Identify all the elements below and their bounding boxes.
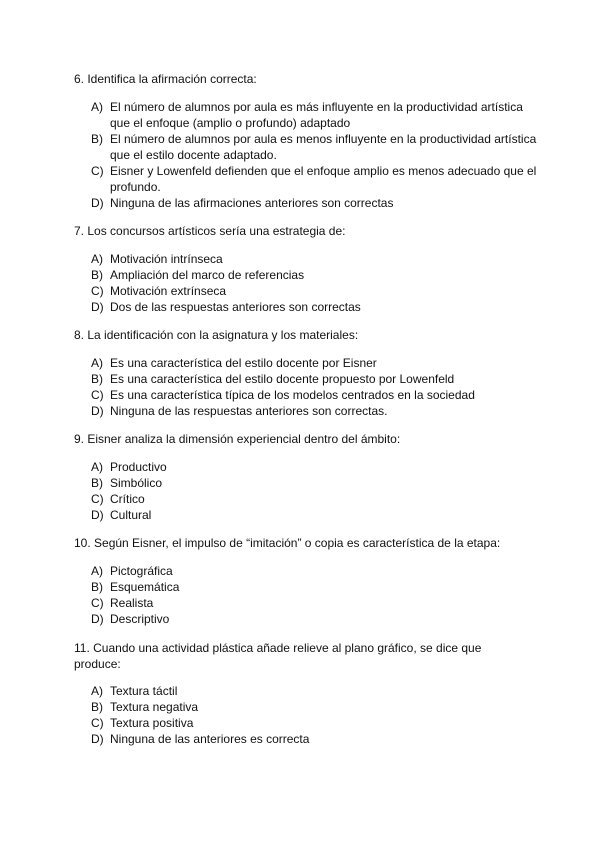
option-letter: D)	[91, 612, 104, 626]
option-letter: C)	[91, 388, 104, 402]
option-text: Cultural	[110, 508, 152, 522]
question-6-option-d	[91, 196, 541, 212]
option-letter: D)	[91, 300, 104, 314]
option-text: Descriptivo	[110, 612, 170, 626]
option-letter: D)	[91, 732, 104, 746]
option-text: Motivación intrínseca	[110, 252, 223, 266]
question-9-option-d	[91, 508, 541, 524]
question-6-option-b	[91, 132, 541, 163]
option-letter: B)	[91, 372, 103, 386]
question-9-option-a	[91, 460, 541, 476]
question-9-option-c	[91, 492, 541, 508]
option-text: Motivación extrínseca	[110, 284, 227, 298]
option-letter: B)	[91, 268, 103, 282]
question-6-title: 6. Identifica la afirmación correcta:	[74, 72, 257, 86]
option-text: Textura táctil	[110, 684, 178, 698]
option-text: Es una característica del estilo docente por Eisner	[110, 356, 377, 370]
option-text: Ampliación del marco de referencias	[110, 268, 305, 282]
option-letter: A)	[91, 100, 103, 114]
option-text: Ninguna de las anteriores es correcta	[110, 732, 310, 746]
question-8-option-c	[91, 388, 541, 404]
option-letter: C)	[91, 716, 104, 730]
question-7-option-d	[91, 300, 541, 316]
option-text: Simbólico	[110, 476, 163, 490]
question-8-option-a	[91, 356, 541, 372]
option-text: Pictográfica	[110, 564, 173, 578]
question-10-option-d	[91, 612, 541, 628]
option-letter: C)	[91, 284, 104, 298]
question-7-option-b	[91, 268, 541, 284]
option-letter: C)	[91, 596, 104, 610]
option-text: Textura negativa	[110, 700, 199, 714]
option-letter: B)	[91, 476, 103, 490]
option-text: Es una característica del estilo docente propuesto por Lowenfeld	[110, 372, 455, 386]
option-letter: A)	[91, 356, 103, 370]
question-7-option-c	[91, 284, 541, 300]
option-letter: C)	[91, 492, 104, 506]
question-8-title: 8. La identificación con la asignatura y los materiales:	[74, 328, 359, 342]
option-text: El número de alumnos por aula es menos influyente en la productividad artística que el estilo docente adaptado.	[110, 132, 537, 162]
option-text: Es una característica típica de los modelos centrados en la sociedad	[110, 388, 475, 402]
question-6-option-c	[91, 164, 541, 195]
option-letter: B)	[91, 580, 103, 594]
option-text: Ninguna de las afirmaciones anteriores son correctas	[110, 196, 394, 210]
option-text: Textura positiva	[110, 716, 194, 730]
option-letter: A)	[91, 252, 103, 266]
question-10-title: 10. Según Eisner, el impulso de “imitación” o copia es característica de la etapa:	[74, 536, 501, 550]
question-9-option-b	[91, 476, 541, 492]
option-text: Crítico	[110, 492, 145, 506]
option-letter: A)	[91, 684, 103, 698]
question-10-option-b	[91, 580, 541, 596]
question-11-option-c	[91, 716, 541, 732]
question-11-option-b	[91, 700, 541, 716]
option-letter: A)	[91, 564, 103, 578]
option-letter: D)	[91, 404, 104, 418]
option-letter: B)	[91, 132, 103, 146]
option-text: Eisner y Lowenfeld defienden que el enfoque amplio es menos adecuado que el profundo.	[110, 164, 537, 194]
question-10-option-c	[91, 596, 541, 612]
question-6-option-a	[91, 100, 541, 131]
option-text: Productivo	[110, 460, 167, 474]
option-letter: A)	[91, 460, 103, 474]
option-text: Dos de las respuestas anteriores son correctas	[110, 300, 361, 314]
question-7-title: 7. Los concursos artísticos sería una estrategia de:	[74, 224, 346, 238]
option-text: El número de alumnos por aula es más influyente en la productividad artística que el enfoque (amplio o profundo) adaptado	[110, 100, 523, 130]
option-text: Ninguna de las respuestas anteriores son correctas.	[110, 404, 388, 418]
question-10-option-a	[91, 564, 541, 580]
question-11-option-a	[91, 684, 541, 700]
question-11-option-d	[91, 732, 541, 748]
option-text: Esquemática	[110, 580, 180, 594]
option-letter: D)	[91, 508, 104, 522]
question-7-option-a	[91, 252, 541, 268]
question-8-option-d	[91, 404, 541, 420]
question-11-title: 11. Cuando una actividad plástica añade relieve al plano gráfico, se dice que produce:	[74, 641, 482, 671]
option-letter: C)	[91, 164, 104, 178]
option-letter: B)	[91, 700, 103, 714]
option-text: Realista	[110, 596, 154, 610]
option-letter: D)	[91, 196, 104, 210]
question-8-option-b	[91, 372, 541, 388]
question-9-title: 9. Eisner analiza la dimensión experiencial dentro del ámbito:	[74, 432, 401, 446]
